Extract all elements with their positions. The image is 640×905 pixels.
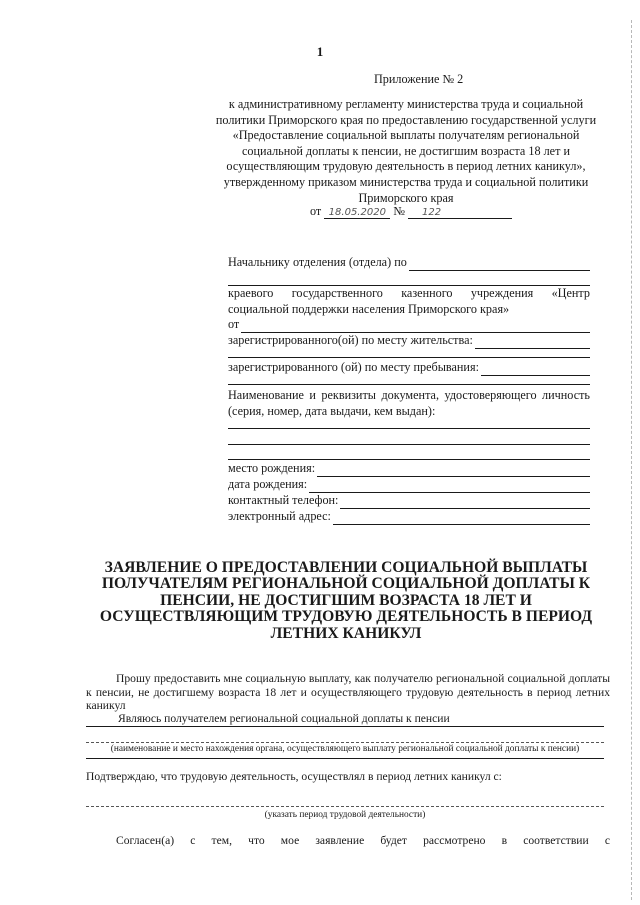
confirm-statement: Подтверждаю, что трудовую деятельность, осуществлял в период летних каникул с:	[86, 770, 502, 783]
order-date-line	[310, 204, 512, 219]
recipient-statement: Являюсь получателем региональной социальной доплаты к пенсии	[118, 712, 450, 725]
page-number: 1	[316, 44, 324, 59]
registered-residence-field[interactable]	[475, 337, 590, 349]
appendix-description: к административному регламенту министерства труда и социальной политики Приморского края по предоставлению государственной услуги «Предоставление социальной выплаты получателям региональной социальной доплаты к пенсии, не достигшим возраста 18 лет и осуществляющим трудовую деятельность в период летних каникул», утвержденному приказом министерства труда и социальной политики Приморского края	[215, 97, 597, 205]
from-label: от	[228, 317, 240, 331]
identity-document-field-2[interactable]	[228, 443, 590, 445]
registered-stay-row	[228, 360, 590, 376]
email-field[interactable]	[333, 513, 590, 525]
recipient-caption: (наименование и место нахождения органа, осуществляющего выплату региональной социальной доплаты к пенсии)	[110, 744, 580, 754]
phone-field[interactable]	[340, 497, 590, 509]
identity-document-label: Наименование и реквизиты документа, удостоверяющего личность (серия, номер, дата выдачи, кем выдан):	[228, 388, 590, 418]
request-paragraph: Прошу предоставить мне социальную выплату, как получателю региональной социальной доплаты к пенсии, не достигшему возраста 18 лет и осуществляющего трудовую деятельность в период летних каникул	[86, 672, 610, 713]
birth-place-label: место рождения:	[228, 461, 316, 475]
recipient-caption-line	[86, 758, 604, 759]
institution-name: краевого государственного казенного учреждения «Центр социальной поддержки населения Приморского края»	[228, 286, 590, 316]
registered-stay-field[interactable]	[481, 364, 590, 376]
birth-place-field[interactable]	[317, 465, 590, 477]
identity-document-field-1[interactable]	[228, 427, 590, 429]
order-number-value: 122	[408, 207, 512, 219]
consent-paragraph: Согласен(а) с тем, что мое заявление будет рассмотрено в соответствии с	[116, 834, 610, 847]
phone-row	[228, 493, 590, 509]
registered-stay-field-2[interactable]	[228, 383, 590, 385]
head-of-department-row	[228, 255, 590, 271]
from-row	[228, 317, 590, 333]
date-prefix: от	[310, 204, 322, 218]
number-sign: №	[393, 204, 405, 218]
from-field[interactable]	[241, 321, 590, 333]
registered-residence-row	[228, 333, 590, 349]
head-of-department-label: Начальнику отделения (отдела) по	[228, 255, 407, 269]
birth-date-row	[228, 477, 590, 493]
appendix-title: Приложение № 2	[374, 72, 464, 86]
application-title: ЗАЯВЛЕНИЕ О ПРЕДОСТАВЛЕНИИ СОЦИАЛЬНОЙ ВЫПЛАТЫ ПОЛУЧАТЕЛЯМ РЕГИОНАЛЬНОЙ СОЦИАЛЬНОЙ ДОПЛАТЫ К ПЕНСИИ, НЕ ДОСТИГШИМ ВОЗРАСТА 18 ЛЕТ И ОСУЩЕСТВЛЯЮЩИМ ТРУДОВУЮ ДЕЯТЕЛЬНОСТЬ В ПЕРИОД ЛЕТНИХ КАНИКУЛ	[99, 559, 593, 642]
email-row	[228, 509, 590, 525]
birth-place-row	[228, 461, 590, 477]
registered-stay-label: зарегистрированного (ой) по месту пребывания:	[228, 360, 479, 374]
phone-label: контактный телефон:	[228, 493, 339, 507]
order-date-value: 18.05.2020	[324, 207, 390, 219]
registered-residence-field-2[interactable]	[228, 356, 590, 358]
work-period-caption: (указать период трудовой деятельности)	[264, 810, 426, 820]
identity-document-field-3[interactable]	[228, 458, 590, 460]
birth-date-field[interactable]	[309, 481, 590, 493]
recipient-field-2[interactable]	[86, 742, 604, 743]
email-label: электронный адрес:	[228, 509, 331, 523]
work-period-field[interactable]	[86, 806, 604, 807]
birth-date-label: дата рождения:	[228, 477, 308, 491]
recipient-field-1[interactable]	[86, 726, 604, 727]
scan-margin-mark	[630, 20, 632, 900]
registered-residence-label: зарегистрированного(ой) по месту жительства:	[228, 333, 473, 347]
head-of-department-field[interactable]	[409, 259, 590, 271]
